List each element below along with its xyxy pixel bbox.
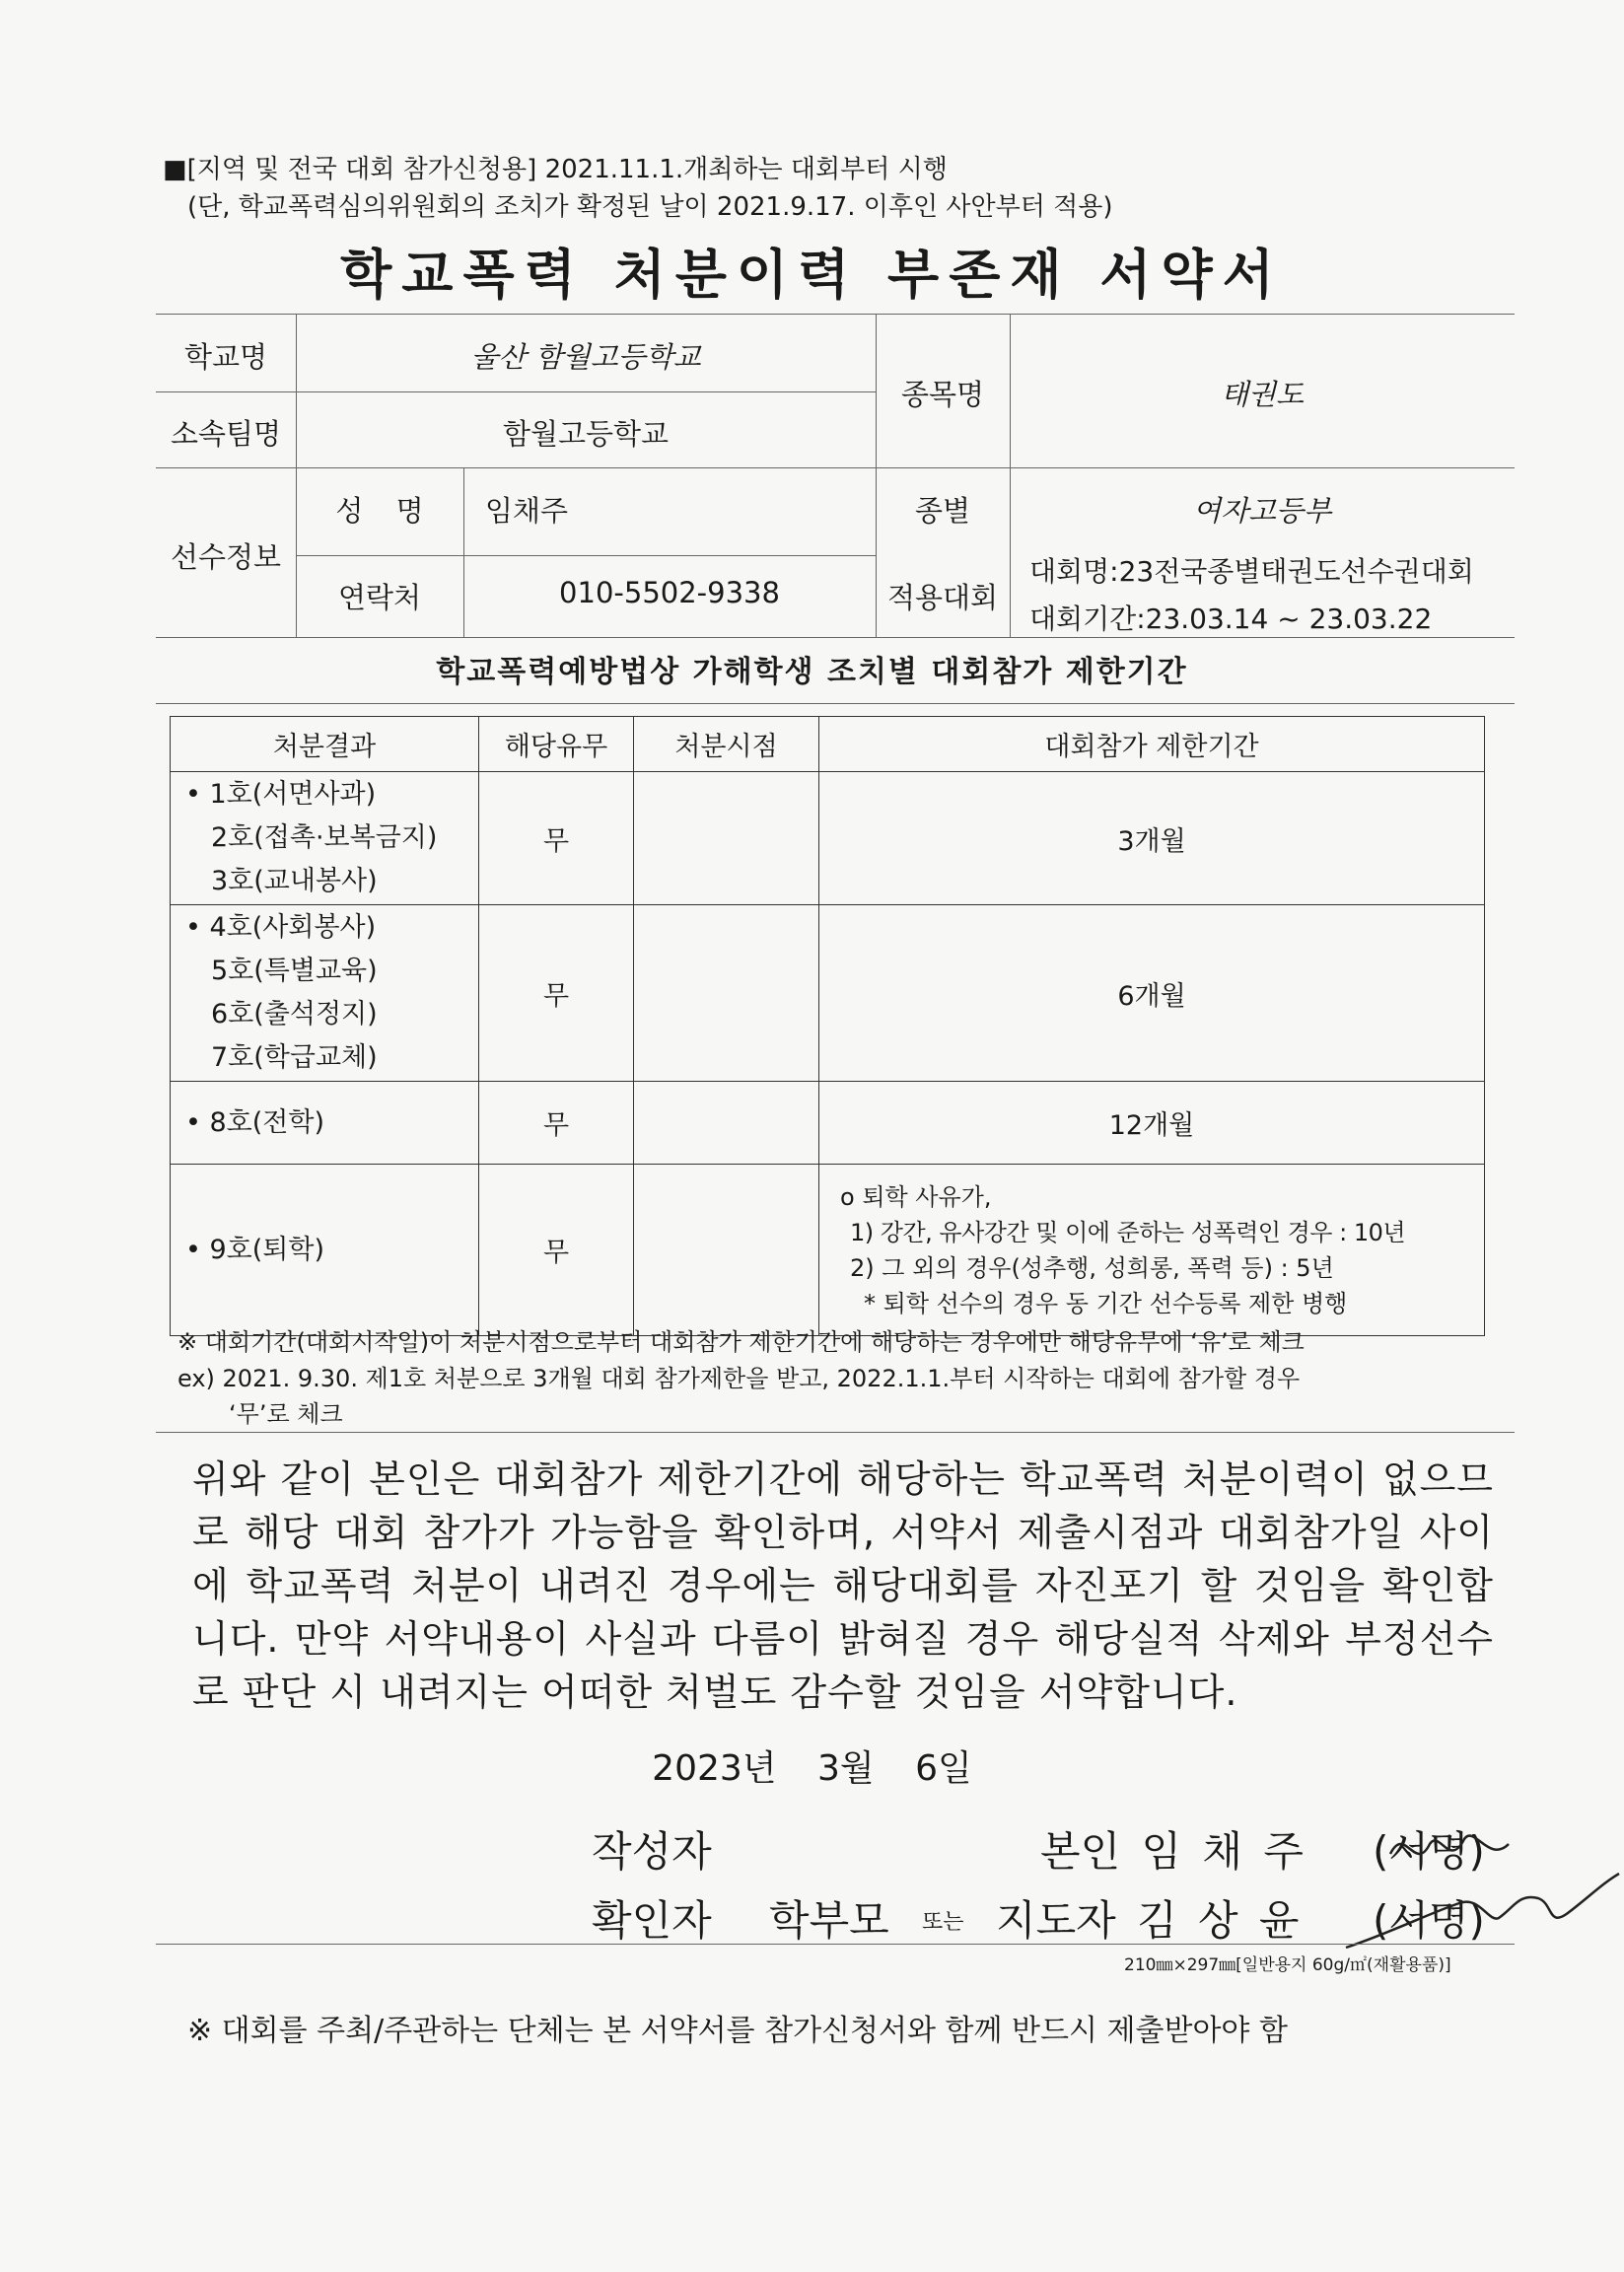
name-value: 임채주: [485, 494, 569, 528]
table-row: [171, 1165, 1485, 1336]
school-label: 학교명: [183, 340, 268, 374]
column-header: 해당유무: [479, 717, 634, 772]
team-value: 함월고등학교: [502, 417, 670, 451]
team-label: 소속팀명: [170, 417, 282, 451]
applicable-cell: 무: [479, 1165, 634, 1336]
table-row: [171, 772, 1485, 905]
footer-note: ※ 대회를 주최/주관하는 단체는 본 서약서를 참가신청서와 함께 반드시 제출받아야 함: [187, 2014, 1288, 2048]
sanction-item: • 4호(사회봉사): [185, 912, 377, 943]
self-name: 본인 임 채 주: [1040, 1827, 1304, 1876]
pledge-text: 위와 같이 본인은 대회참가 제한기간에 해당하는 학교폭력 처분이력이 없으므로 해당 대회 참가가 가능함을 확인하며, 서약서 제출시점과 대회참가일 사이에 학교폭력 처분이 내려진 경우에는 해당대회를 자진포기 할 것임을 확인합니다. 만약 서약내용이 사실과 다름이 밝혀질 경우 해당실적 삭제와 부정선수로 판단 시 내려지는 어떠한 처벌도 감수할 것임을 서약합니다.: [192, 1457, 1494, 1714]
sanction-item: 2호(접촉·보복금지): [211, 822, 438, 853]
signing-date: 2023년 3월 6일: [652, 1748, 972, 1789]
expulsion-note: 1) 강간, 유사강간 및 이에 준하는 성폭력인 경우 : 10년: [850, 1218, 1406, 1246]
time-cell: [634, 1082, 819, 1165]
applicable-cell: 무: [479, 1082, 634, 1165]
signature-mark: [1341, 1854, 1624, 1962]
sanction-item: 6호(출석정지): [211, 999, 378, 1030]
self-signature-label: (서명): [1373, 1827, 1485, 1876]
confirmer-label: 확인자: [592, 1896, 712, 1945]
note-line-3: ‘무’로 체크: [229, 1400, 343, 1428]
notice-line-1: ■[지역 및 전국 대회 참가신청용] 2021.11.1.개최하는 대회부터 시행: [163, 155, 948, 184]
division-label: 종별: [914, 494, 971, 528]
competition-period: 대회기간:23.03.14 ~ 23.03.22: [1029, 603, 1433, 635]
player-info-label: 선수정보: [170, 540, 282, 574]
or-label: 또는: [922, 1910, 964, 1935]
column-header: 처분결과: [171, 717, 479, 772]
sanction-items: [171, 772, 479, 905]
table-header-row: [171, 717, 1485, 772]
period-cell: 3개월: [819, 772, 1485, 905]
section-title: 학교폭력예방법상 가해학생 조치별 대회참가 제한기간: [436, 655, 1188, 689]
column-header: 대회참가 제한기간: [819, 717, 1485, 772]
applicable-cell: 무: [479, 772, 634, 905]
sanction-item: 7호(학급교체): [211, 1042, 378, 1073]
contact-value: 010-5502-9338: [559, 576, 780, 609]
notice-line-2: (단, 학교폭력심의위원회의 조치가 확정된 날이 2021.9.17. 이후인 사안부터 적용): [187, 192, 1113, 222]
competition-label: 적용대회: [886, 581, 999, 614]
divider: [156, 703, 1515, 704]
sport-label: 종목명: [900, 378, 985, 411]
parent-label: 학부모: [769, 1896, 889, 1945]
period-cell: [819, 1165, 1485, 1336]
division-value: 여자고등부: [1192, 494, 1332, 528]
coach-name: 지도자 김 상 윤: [996, 1896, 1300, 1945]
expulsion-note: * 퇴학 선수의 경우 동 기간 선수등록 제한 병행: [864, 1289, 1348, 1317]
sanction-item: • 8호(전학): [185, 1106, 324, 1138]
note-line-2: ex) 2021. 9.30. 제1호 처분으로 3개월 대회 참가제한을 받고, 2022.1.1.부터 시작하는 대회에 참가할 경우: [177, 1365, 1301, 1392]
school-value: 울산 함월고등학교: [470, 340, 701, 374]
sanction-item: 5호(특별교육): [211, 956, 378, 986]
divider: [156, 1432, 1515, 1433]
divider: [1010, 314, 1011, 637]
expulsion-note: 2) 그 외의 경우(성추행, 성희롱, 폭력 등) : 5년: [850, 1253, 1334, 1282]
name-label: 성 명: [335, 494, 424, 528]
expulsion-note: o 퇴학 사유가,: [840, 1182, 992, 1211]
divider: [156, 314, 1515, 315]
column-header: 처분시점: [634, 717, 819, 772]
time-cell: [634, 772, 819, 905]
time-cell: [634, 1165, 819, 1336]
applicable-cell: 무: [479, 905, 634, 1082]
divider: [296, 555, 876, 556]
table-row: [171, 1082, 1485, 1165]
divider: [156, 391, 876, 392]
sanction-items: [171, 1165, 479, 1336]
document-title: 학교폭력 처분이력 부존재 서약서: [340, 244, 1284, 306]
writer-label: 작성자: [592, 1827, 712, 1876]
sanctions-table: [170, 716, 1485, 1336]
divider: [156, 637, 1515, 638]
period-cell: 6개월: [819, 905, 1485, 1082]
coach-signature-label: (서명): [1373, 1896, 1485, 1945]
divider: [156, 1944, 1515, 1945]
sanction-items: [171, 905, 479, 1082]
sanction-item: • 1호(서면사과): [185, 779, 377, 810]
sanction-items: [171, 1082, 479, 1165]
divider: [156, 467, 1515, 468]
sport-value: 태권도: [1220, 378, 1305, 411]
sanction-item: • 9호(퇴학): [185, 1234, 324, 1265]
table-row: [171, 905, 1485, 1082]
period-cell: 12개월: [819, 1082, 1485, 1165]
note-line-1: ※ 대회기간(대회시작일)이 처분시점으로부터 대회참가 제한기간에 해당하는 경우에만 해당유무에 ‘유’로 체크: [177, 1328, 1305, 1356]
competition-name: 대회명:23전국종별태권도선수권대회: [1029, 555, 1474, 588]
contact-label: 연락처: [337, 581, 422, 614]
divider: [463, 467, 464, 637]
paper-spec: 210㎜×297㎜[일반용지 60g/㎡(재활용품)]: [1124, 1955, 1451, 1975]
sanction-item: 3호(교내봉사): [211, 866, 378, 896]
time-cell: [634, 905, 819, 1082]
